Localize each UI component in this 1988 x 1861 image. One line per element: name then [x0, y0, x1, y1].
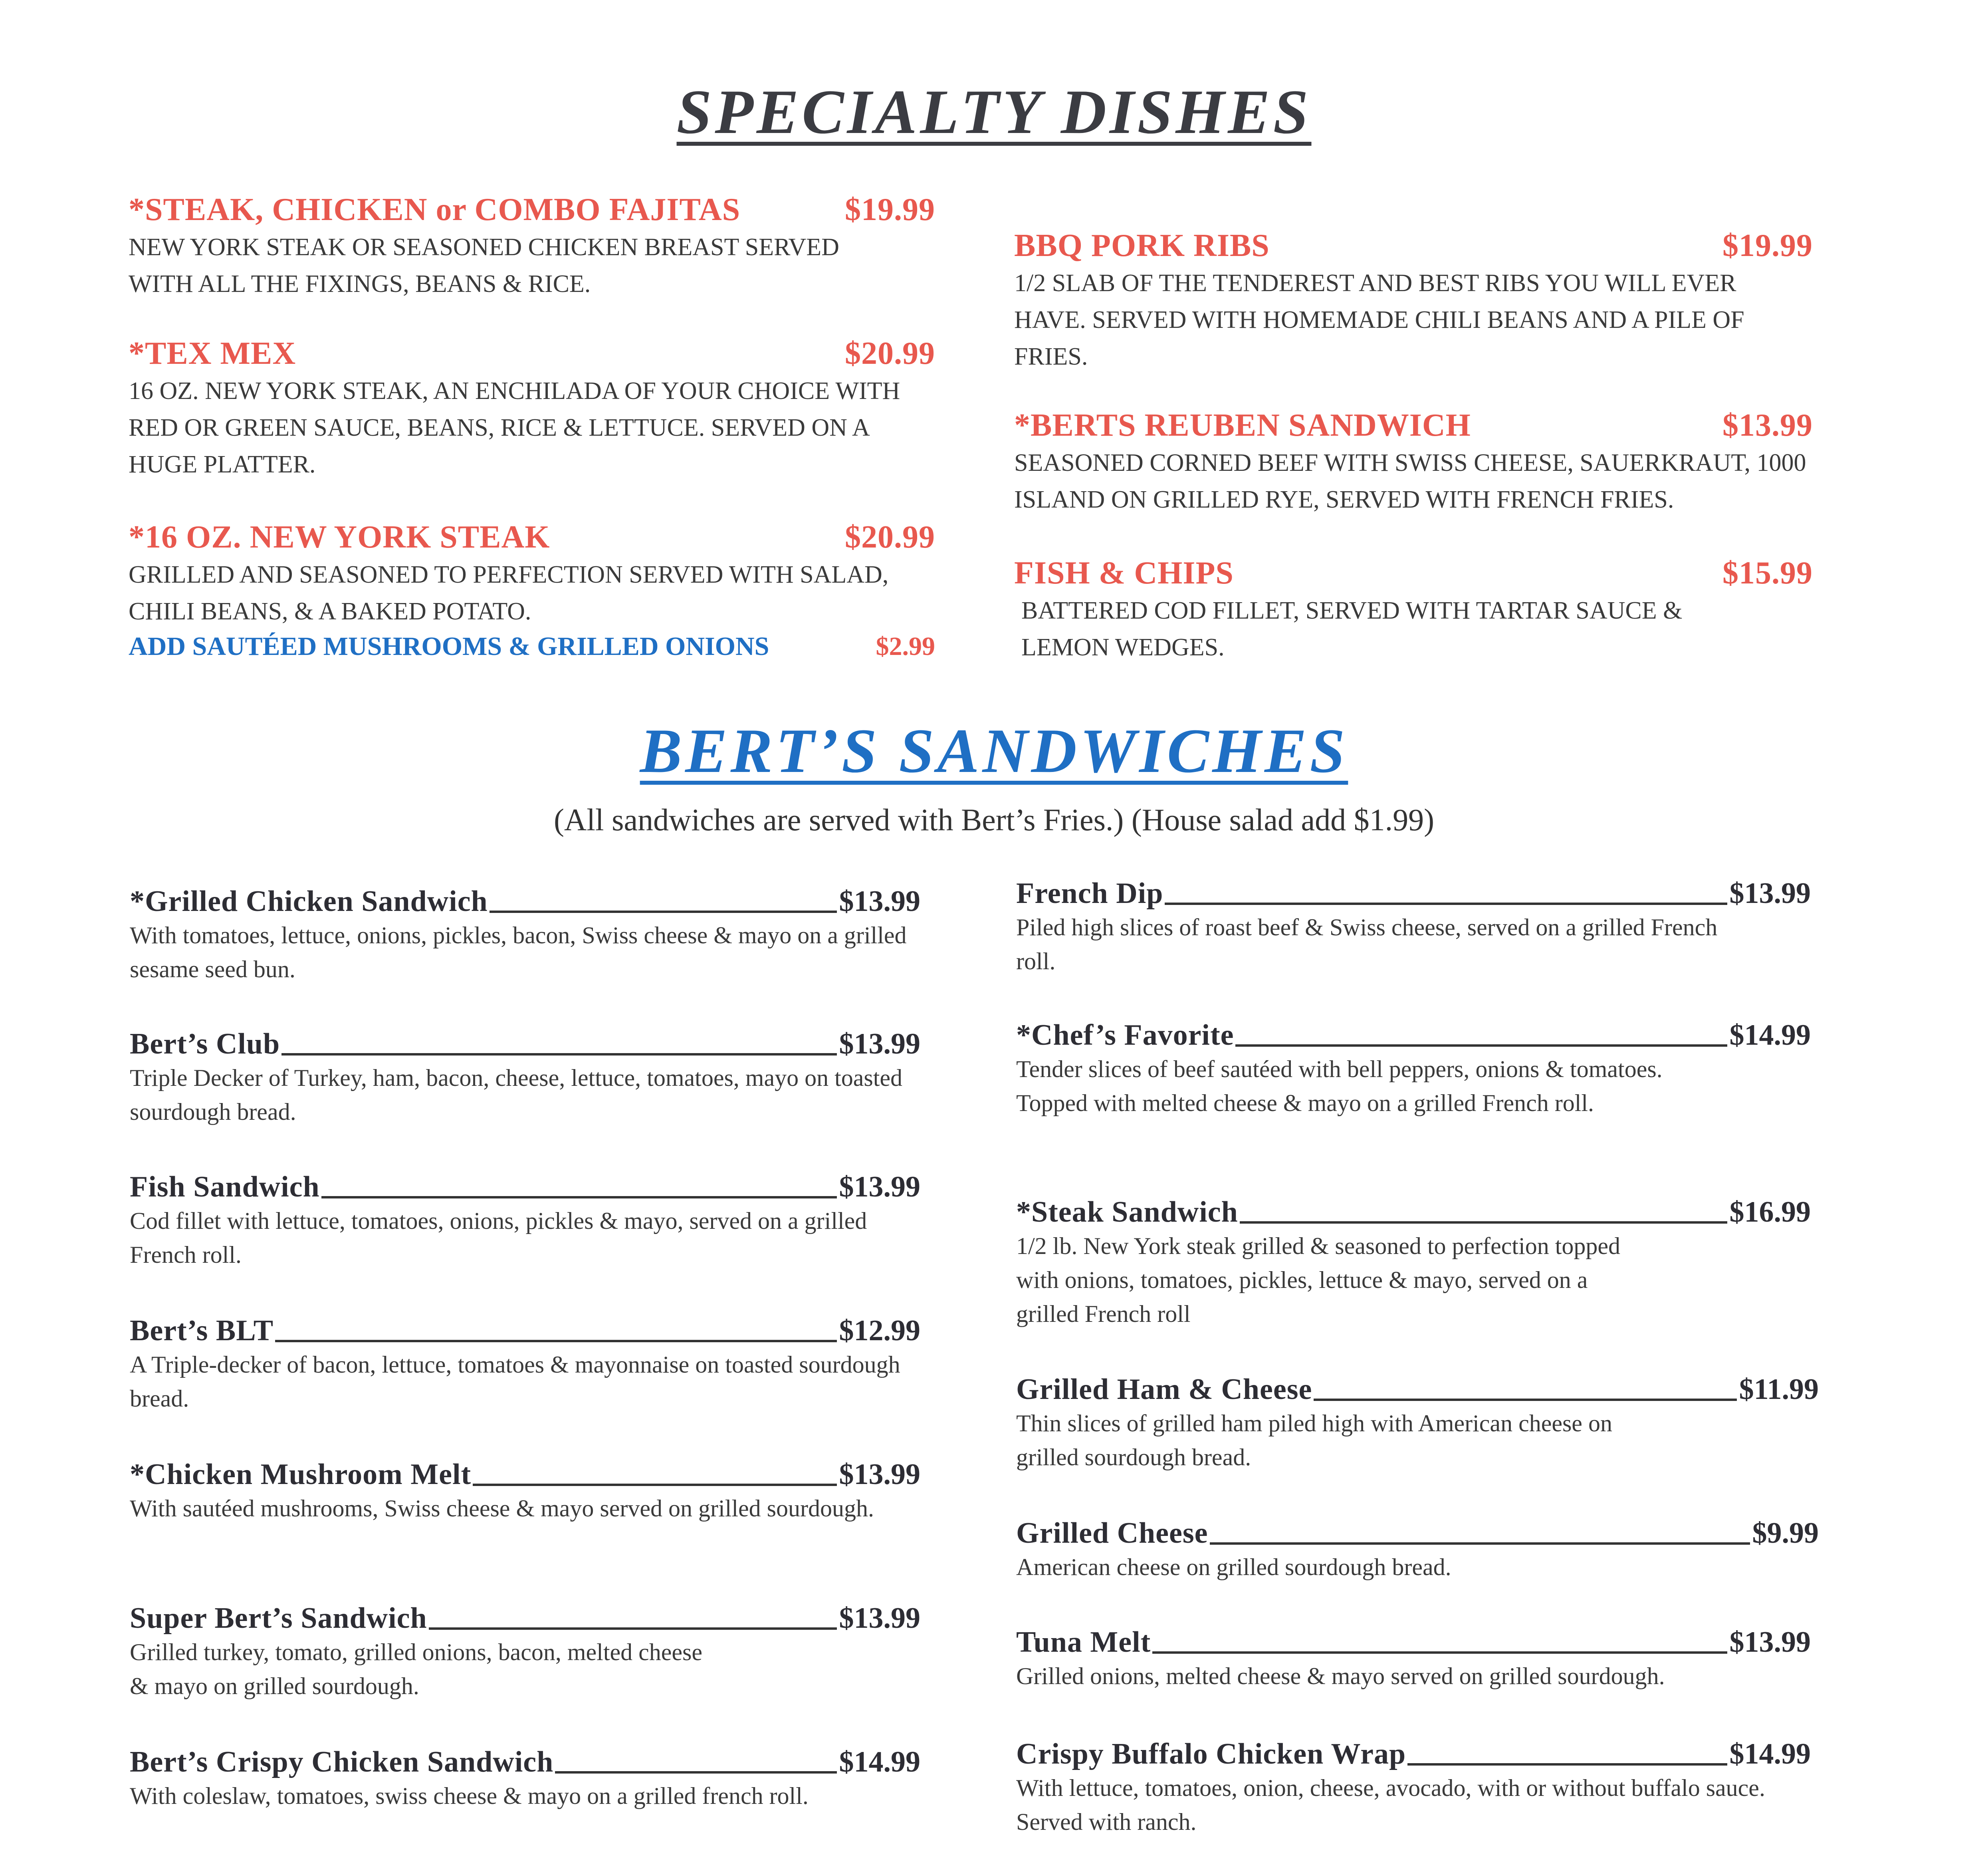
item-price: $13.99 — [839, 1028, 920, 1060]
item-name: Bert’s Crispy Chicken Sandwich — [130, 1746, 554, 1778]
specialty-item — [1014, 228, 1813, 375]
sandwich-item — [1016, 1195, 1811, 1331]
item-description: 1/2 SLAB OF THE TENDEREST AND BEST RIBS YOU WILL EVER HAVE. SERVED WITH HOMEMADE CHILI BEANS AND A PILE OF FRIES. — [1014, 270, 1744, 370]
leader-line — [281, 1053, 836, 1055]
leader-line — [1210, 1542, 1750, 1545]
leader-line — [1240, 1221, 1727, 1224]
item-name: *BERTS REUBEN SANDWICH — [1014, 408, 1471, 443]
item-name: Tuna Melt — [1016, 1626, 1151, 1659]
sandwich-note: (All sandwiches are served with Bert’s Fries.) (House salad add $1.99) — [553, 802, 1435, 837]
item-price: $14.99 — [1729, 1019, 1811, 1052]
item-description: SEASONED CORNED BEEF WITH SWISS CHEESE, SAUERKRAUT, 1000 ISLAND ON GRILLED RYE, SERVED WITH FRENCH FRIES. — [1014, 449, 1806, 513]
item-price: $13.99 — [1722, 408, 1813, 443]
item-name: Bert’s Club — [130, 1028, 280, 1060]
item-price: $15.99 — [1722, 556, 1813, 591]
item-description: BATTERED COD FILLET, SERVED WITH TARTAR SAUCE & LEMON WEDGES. — [1021, 597, 1683, 661]
sandwich-item — [1016, 877, 1811, 978]
sandwich-item — [130, 885, 920, 986]
item-description: With coleslaw, tomatoes, swiss cheese & mayo on a grilled french roll. — [130, 1783, 809, 1809]
leader-line — [490, 911, 837, 913]
item-description: With tomatoes, lettuce, onions, pickles, bacon, Swiss cheese & mayo on a grilled sesame seed bun. — [130, 922, 907, 982]
specialty-item — [1014, 555, 1813, 666]
sandwich-item — [130, 1027, 920, 1129]
item-description: With sautéed mushrooms, Swiss cheese & mayo served on grilled sourdough. — [130, 1495, 874, 1522]
item-description: American cheese on grilled sourdough bread. — [1016, 1554, 1451, 1580]
item-description: Piled high slices of roast beef & Swiss cheese, served on a grilled French roll. — [1016, 914, 1718, 974]
leader-line — [555, 1771, 836, 1774]
item-name: *Chicken Mushroom Melt — [130, 1458, 472, 1491]
item-name: *TEX MEX — [129, 336, 296, 371]
item-description: Cod fillet with lettuce, tomatoes, onions, pickles & mayo, served on a grilled French roll. — [130, 1208, 867, 1268]
addon-price: $2.99 — [876, 632, 935, 661]
specialty-item — [129, 192, 935, 302]
item-price: $13.99 — [839, 885, 920, 918]
sandwich-item — [1016, 1373, 1819, 1474]
item-name: Crispy Buffalo Chicken Wrap — [1016, 1738, 1406, 1770]
item-price: $19.99 — [1722, 228, 1813, 263]
item-name: *16 OZ. NEW YORK STEAK — [129, 520, 550, 555]
leader-line — [1165, 903, 1727, 905]
sandwich-item — [130, 1170, 920, 1272]
item-price: $20.99 — [845, 336, 935, 371]
item-price: $13.99 — [839, 1458, 920, 1491]
item-description: Triple Decker of Turkey, ham, bacon, cheese, lettuce, tomatoes, mayo on toasted sourdough bread. — [130, 1065, 903, 1125]
item-name: BBQ PORK RIBS — [1014, 228, 1270, 263]
leader-line — [275, 1340, 836, 1342]
item-description: 1/2 lb. New York steak grilled & seasoned to perfection topped with onions, tomatoes, pickles, lettuce & mayo, served on a grilled French roll — [1016, 1233, 1621, 1327]
addon-label: ADD SAUTÉED MUSHROOMS & GRILLED ONIONS — [129, 632, 769, 661]
item-name: *Steak Sandwich — [1016, 1196, 1238, 1228]
addon-option — [129, 631, 935, 662]
item-price: $14.99 — [1729, 1738, 1811, 1770]
sandwich-item — [1016, 1737, 1811, 1839]
item-price: $13.99 — [1729, 1626, 1811, 1659]
item-name: Grilled Cheese — [1016, 1517, 1208, 1550]
item-description: With lettuce, tomatoes, onion, cheese, avocado, with or without buffalo sauce. Served with ranch. — [1016, 1775, 1765, 1835]
item-name: Fish Sandwich — [130, 1171, 320, 1203]
specialty-item — [129, 335, 935, 483]
sandwich-item — [1016, 1516, 1819, 1584]
leader-line — [1152, 1651, 1727, 1654]
specialty-dishes-title: SPECIALTY DISHES — [676, 77, 1312, 147]
sandwich-item — [130, 1745, 920, 1813]
sandwich-item — [130, 1458, 920, 1526]
item-price: $14.99 — [839, 1746, 920, 1778]
leader-line — [473, 1484, 836, 1486]
leader-line — [1407, 1763, 1727, 1766]
item-price: $13.99 — [839, 1171, 920, 1203]
item-name: French Dip — [1016, 877, 1163, 910]
sandwich-item — [1016, 1625, 1811, 1693]
item-description: GRILLED AND SEASONED TO PERFECTION SERVED WITH SALAD, CHILI BEANS, & A BAKED POTATO. — [129, 561, 889, 625]
item-price: $13.99 — [1729, 877, 1811, 910]
item-price: $11.99 — [1739, 1373, 1819, 1406]
item-description: NEW YORK STEAK OR SEASONED CHICKEN BREAST SERVED WITH ALL THE FIXINGS, BEANS & RICE. — [129, 234, 839, 298]
item-price: $16.99 — [1729, 1196, 1811, 1228]
item-description: 16 OZ. NEW YORK STEAK, AN ENCHILADA OF YOUR CHOICE WITH RED OR GREEN SAUCE, BEANS, RICE & LETTUCE. SERVED ON A HUGE PLATTER. — [129, 377, 900, 478]
item-description: A Triple-decker of bacon, lettuce, tomatoes & mayonnaise on toasted sourdough bread. — [130, 1351, 900, 1412]
item-name: *STEAK, CHICKEN or COMBO FAJITAS — [129, 192, 741, 227]
berts-sandwiches-title: BERT’S SANDWICHES — [640, 716, 1348, 786]
leader-line — [1235, 1044, 1727, 1047]
item-price: $20.99 — [845, 520, 935, 555]
item-name: Bert’s BLT — [130, 1314, 274, 1347]
item-description: Grilled onions, melted cheese & mayo served on grilled sourdough. — [1016, 1663, 1665, 1689]
leader-line — [321, 1196, 837, 1198]
item-description: Tender slices of beef sautéed with bell peppers, onions & tomatoes. Topped with melted cheese & mayo on a grilled French roll. — [1016, 1056, 1663, 1116]
item-price: $13.99 — [839, 1602, 920, 1635]
item-name: Grilled Ham & Cheese — [1016, 1373, 1312, 1406]
item-description: Grilled turkey, tomato, grilled onions, bacon, melted cheese & mayo on grilled sourdough. — [130, 1639, 703, 1699]
item-description: Thin slices of grilled ham piled high with American cheese on grilled sourdough bread. — [1016, 1410, 1612, 1470]
item-price: $19.99 — [845, 192, 935, 227]
item-name: FISH & CHIPS — [1014, 556, 1234, 591]
item-price: $9.99 — [1752, 1517, 1819, 1550]
sandwich-item — [130, 1314, 920, 1416]
item-name: Super Bert’s Sandwich — [130, 1602, 427, 1635]
item-name: *Grilled Chicken Sandwich — [130, 885, 488, 918]
item-price: $12.99 — [839, 1314, 920, 1347]
sandwich-item — [1016, 1018, 1811, 1120]
specialty-item — [129, 519, 935, 662]
sandwich-item — [130, 1601, 920, 1703]
specialty-item — [1014, 407, 1813, 518]
item-name: *Chef’s Favorite — [1016, 1019, 1234, 1052]
leader-line — [1314, 1399, 1736, 1401]
leader-line — [429, 1627, 837, 1630]
